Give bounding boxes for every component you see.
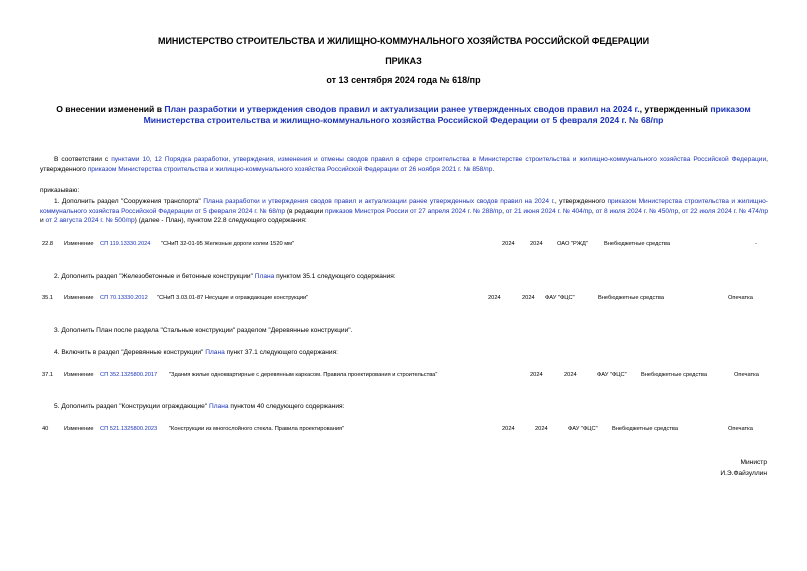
item-1-text-8: ) (далее - План), пунктом 22.8 следующего содержания: (134, 217, 307, 224)
title-text-1: О внесении изменений в (56, 104, 165, 114)
item-1-amend-link-1[interactable]: приказов Минстроя России от 27 апреля 2024 г. № 288/пр (325, 207, 503, 215)
row-sp-link[interactable]: СП 70.13330.2012 (100, 295, 148, 301)
item-5-paragraph (54, 402, 344, 412)
row-number: 22.8 (42, 241, 54, 247)
row-note: Опечатка (734, 372, 759, 378)
item-2-text-1: 2. Дополнить раздел "Железобетонные и бетонные конструкции" (54, 273, 255, 280)
row-year-start: 2024 (502, 241, 515, 247)
row-organization: ФАУ "ФЦС" (545, 295, 575, 301)
row-year-start: 2024 (530, 372, 543, 378)
signature-position: Министр (740, 459, 767, 466)
row-number: 40 (42, 426, 49, 432)
item-1-text-3: (в редакции (285, 207, 325, 215)
document-type: ПРИКАЗ (385, 56, 422, 66)
preamble-text-3: . (492, 165, 495, 173)
item-5-text-2: пунктом 40 следующего содержания: (228, 403, 345, 410)
item-4-text-2: пункт 37.1 следующего содержания: (224, 349, 338, 356)
item-1-amend-link-2[interactable]: от 21 июня 2024 г. № 404/пр (505, 207, 592, 215)
item-1-text-5: , (591, 207, 596, 215)
item-4-plan-link[interactable]: Плана (205, 349, 225, 356)
item-1-text-2: , утвержденного (554, 198, 608, 205)
title-text-2: , утвержденный (639, 104, 711, 114)
row-funding-source: Внебюджетные средства (612, 426, 679, 432)
item-4-text-1: 4. Включить в раздел "Деревянные конструкции" (54, 349, 206, 356)
item-1-paragraph (40, 197, 768, 226)
row-organization: ОАО "РЖД" (557, 241, 588, 247)
signature-name: И.Э.Файзуллин (720, 470, 767, 477)
preamble-order-link[interactable]: приказом Министерства строительства и жилищно-коммунального хозяйства Российской Федерации от 26 ноября 2021 г. № 858/пр (87, 165, 493, 173)
row-number: 35.1 (42, 295, 54, 301)
preamble-text-1: В соответствии с (54, 156, 112, 163)
row-year-end: 2024 (522, 295, 535, 301)
row-year-start: 2024 (502, 426, 515, 432)
item-1-text-1: 1. Дополнить раздел "Сооружения транспорта" (54, 198, 204, 205)
row-year-start: 2024 (488, 295, 501, 301)
table-row (0, 240, 807, 248)
item-4-paragraph (54, 348, 338, 358)
row-sp-link[interactable]: СП 521.1325800.2023 (100, 426, 158, 432)
title-plan-link[interactable]: План разработки и утверждения сводов правил и актуализации ранее утвержденных сводов правил на 2024 г. (164, 104, 640, 114)
title-order-link[interactable]: приказом (710, 104, 751, 114)
preamble-text-2: , утвержденного (40, 156, 769, 173)
item-1-amend-link-5[interactable]: от 2 августа 2024 г. № 500/пр (45, 217, 135, 224)
item-2-paragraph (54, 272, 396, 282)
document-date-number: от 13 сентября 2024 года № 618/пр (326, 75, 481, 85)
item-2-text-2: пунктом 35.1 следующего содержания: (274, 273, 396, 280)
item-1-text-4: , (502, 207, 506, 215)
row-year-end: 2024 (535, 426, 548, 432)
row-organization: ФАУ "ФЦС" (568, 426, 598, 432)
item-2-plan-link[interactable]: Плана (254, 273, 275, 280)
row-year-end: 2024 (564, 372, 577, 378)
row-change-type: Изменение (64, 372, 94, 378)
row-sp-link[interactable]: СП 352.1325800.2017 (100, 372, 158, 378)
row-note: - (755, 241, 757, 247)
row-funding-source: Внебюджетные средства (641, 372, 708, 378)
ministry-heading: МИНИСТЕРСТВО СТРОИТЕЛЬСТВА И ЖИЛИЩНО-КОММУНАЛЬНОГО ХОЗЯЙСТВА РОССИЙСКОЙ ФЕДЕРАЦИИ (157, 36, 650, 46)
table-row (0, 294, 807, 302)
row-title: "СНиП 3.03.01-87 Несущие и ограждающие конструкции" (157, 295, 309, 301)
document-title (30, 104, 777, 126)
row-funding-source: Внебюджетные средства (604, 241, 671, 247)
row-title: "Конструкции из многослойного стекла. Правила проектирования" (169, 426, 345, 432)
item-1-order-link[interactable]: приказом Министерства строительства и жилищно-коммунального хозяйства Российской Федерации от 5 февраля 2024 г. № 68/пр (40, 198, 768, 215)
item-5-text-1: 5. Дополнить раздел "Конструкции ограждающие" (54, 403, 209, 410)
item-5-plan-link[interactable]: Плана (209, 403, 229, 410)
row-number: 37.1 (42, 372, 54, 378)
item-1-text-7: и (40, 217, 46, 224)
title-ministry-order-link[interactable]: Министерства строительства и жилищно-коммунального хозяйства Российской Федерации от 5 февраля 2024 г. № 68/пр (143, 115, 664, 125)
row-year-end: 2024 (530, 241, 543, 247)
table-row (0, 425, 807, 433)
row-note: Опечатка (728, 295, 753, 301)
row-title: "СНиП 32-01-95 Железные дороги колеи 1520 мм" (161, 241, 295, 247)
row-title: "Здания жилые одноквартирные с деревянным каркасом. Правила проектирования и строительства" (169, 372, 438, 378)
preamble-procedure-link[interactable]: пунктами 10, 12 Порядка разработки, утверждения, изменения и отмены сводов правил в сфере строительства в Министерстве строительства и жилищно-коммунального хозяйства Российской Федерации (111, 156, 767, 163)
row-change-type: Изменение (64, 241, 94, 247)
item-1-text-6: , (678, 207, 682, 215)
item-3-paragraph: 3. Дополнить План после раздела "Стальные конструкции" разделом "Деревянные конструкции". (54, 327, 353, 334)
item-1-amend-link-3[interactable]: от 8 июля 2024 г. № 450/пр (595, 207, 679, 215)
row-funding-source: Внебюджетные средства (598, 295, 665, 301)
preamble-paragraph (40, 155, 768, 174)
row-sp-link[interactable]: СП 119.13330.2024 (100, 241, 151, 247)
row-change-type: Изменение (64, 426, 94, 432)
item-1-plan-link[interactable]: Плана разработки и утверждения сводов правил и актуализации ранее утвержденных сводов правил на 2024 г. (203, 198, 555, 205)
item-1-amend-link-4[interactable]: от 22 июля 2024 г. № 474/пр (681, 207, 769, 215)
row-organization: ФАУ "ФЦС" (597, 372, 627, 378)
table-row (0, 371, 807, 379)
row-note: Опечатка (728, 426, 753, 432)
order-word: приказываю: (40, 187, 80, 194)
row-change-type: Изменение (64, 295, 94, 301)
